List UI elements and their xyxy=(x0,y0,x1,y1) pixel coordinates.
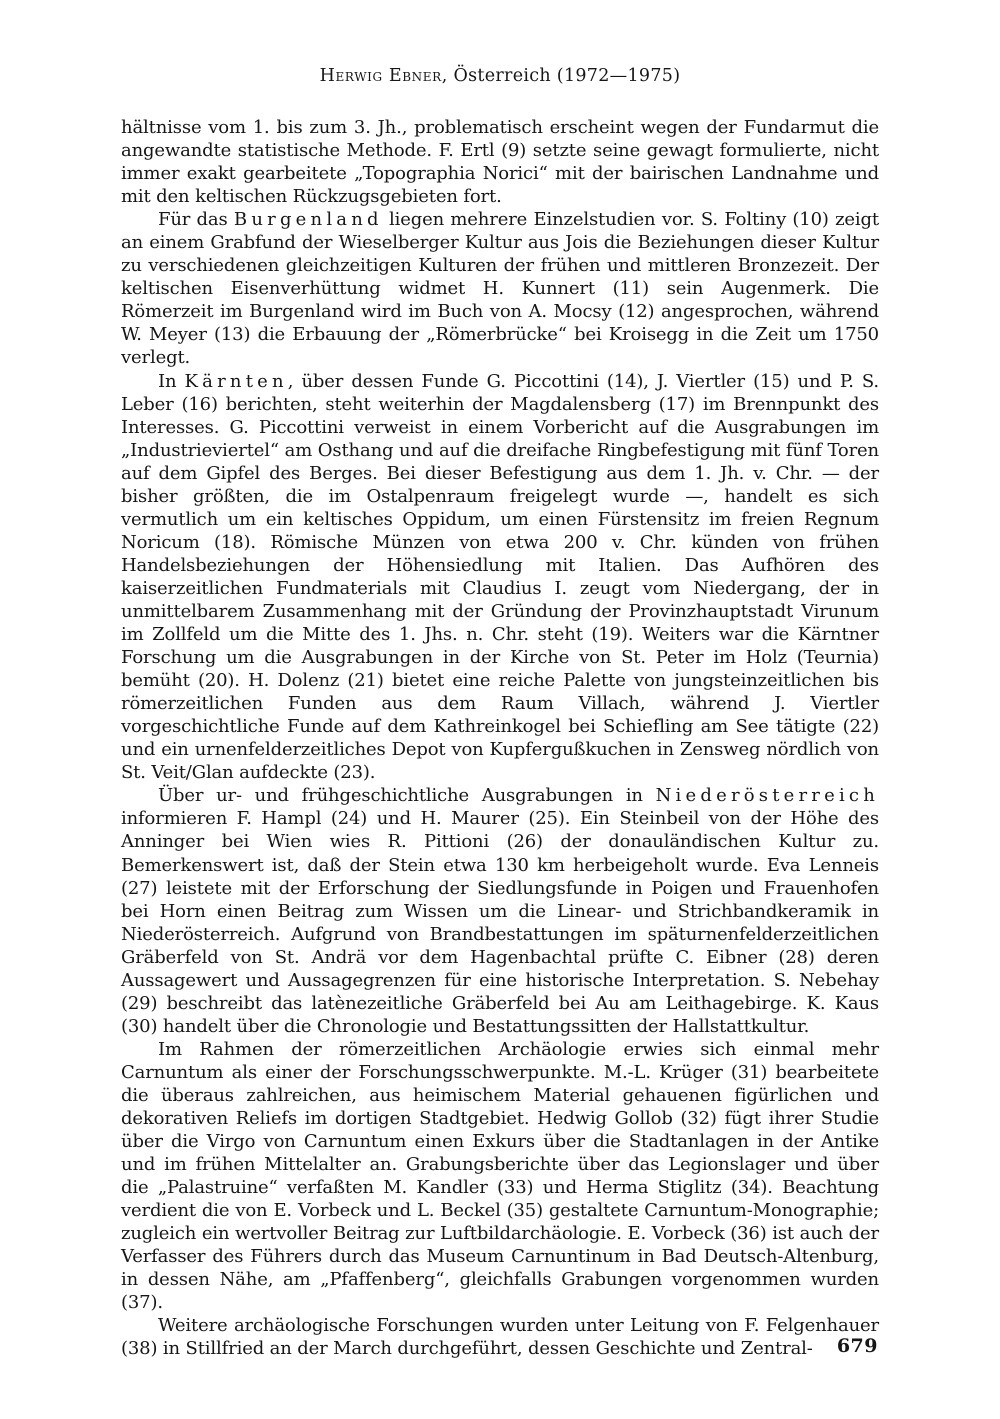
paragraph-text: Für das xyxy=(158,209,234,231)
paragraph-5 xyxy=(121,1038,879,1315)
header-rest: , Österreich (1972—1975) xyxy=(441,66,681,86)
body-text xyxy=(121,116,879,1361)
header-author: Herwig Ebner xyxy=(319,66,442,86)
spaced-term: Burgenland xyxy=(233,209,383,231)
paragraph-text: , über dessen Funde G. Piccottini (14), J. Viertler (15) und P. S. Leber (16) berichten, steht weiterhin der Magdalensberg (17) im Brennpunkt des Interesses. G. Piccottini verweist in einem Vorbericht auf die Ausgrabungen im „Industrieviertel“ am Osthang und auf die dreifache Ringbefestigung mit fünf Toren auf dem Gipfel des Berges. Bei dieser Befestigung aus dem 1. Jh. v. Chr. — der bisher größten, die im Ostalpenraum freigelegt wurde —, handelt es sich vermutlich um ein keltisches Oppidum, um einen Fürstensitz im freien Regnum Noricum (18). Römische Münzen von etwa 200 v. Chr. künden von frühen Handelsbeziehungen der Höhensiedlung mit Italien. Das Aufhören des kaiserzeitlichen Fundmaterials mit Claudius I. zeugt vom Niedergang, der in unmittelbarem Zusammenhang mit der Gründung der Provinzhauptstadt Virunum im Zollfeld um die Mitte des 1. Jhs. n. Chr. steht (19). Weiters war die Kärntner Forschung um die Ausgrabungen in der Kirche von St. Peter im Holz (Teurnia) bemüht (20). H. Dolenz (21) bietet eine reiche Palette von jungsteinzeitlichen bis römerzeitlichen Funden aus dem Raum Villach, während J. Viertler vorgeschichtliche Funde auf dem Kathreinkogel bei Schiefling am See tätigte (22) und ein urnenfelderzeitliches Depot von Kupfergußkuchen in Zensweg nördlich von St. Veit/Glan aufdeckte (23). xyxy=(121,370,880,784)
paragraph-3 xyxy=(121,370,879,785)
paragraph-1 xyxy=(121,116,879,208)
paragraph-text: Weitere archäologische Forschungen wurden unter Leitung von F. Felgenhauer (38) in Stillfried an der March durchgeführt, dessen Geschichte und Zentral- xyxy=(121,1315,879,1360)
paragraph-text: Im Rahmen der römerzeitlichen Archäologie erwies sich einmal mehr Carnuntum als einer der Forschungsschwerpunkte. M.-L. Krüger (31) bearbeitete die überaus zahlreichen, aus heimischem Material gehauenen figürlichen und dekorativen Reliefs im dortigen Stadtgebiet. Hedwig Gollob (32) fügt ihrer Studie über die Virgo von Carnuntum einen Exkurs über die Stadtanlagen in der Antike und im frühen Mittelalter an. Grabungsberichte über das Legionslager und über die „Palastruine“ verfaßten M. Kandler (33) und Herma Stiglitz (34). Beachtung verdient die von E. Vorbeck und L. Beckel (35) gestaltete Carnuntum-Monographie; zugleich ein wertvoller Beitrag zur Luftbildarchäologie. E. Vorbeck (36) ist auch der Verfasser des Führers durch das Museum Carnuntinum in Bad Deutsch-Altenburg, in dessen Nähe, am „Pfaffenberg“, gleichfalls Grabungen vorgenommen wurden (37). xyxy=(121,1038,879,1314)
spaced-term: Kärnten xyxy=(184,370,288,392)
paragraph-4 xyxy=(121,784,879,1038)
paragraph-text: liegen mehrere Einzelstudien vor. S. Foltiny (10) zeigt an einem Grabfund der Wieselberger Kultur aus Jois die Beziehungen dieser Kultur zu verschiedenen gleichzeitigen Kulturen der frühen und mittleren Bronzezeit. Der keltischen Eisenverhüttung widmet H. Kunnert (11) sein Augenmerk. Die Römerzeit im Burgenland wird im Buch von A. Mocsy (12) angesprochen, während W. Meyer (13) die Erbauung der „Römerbrücke“ bei Kroisegg in die Zeit um 1750 verlegt. xyxy=(121,209,879,369)
paragraph-text: informieren F. Hampl (24) und H. Maurer (25). Ein Steinbeil von der Höhe des Anninger bei Wien wies R. Pittioni (26) der donauländischen Kultur zu. Bemerkenswert ist, daß der Stein etwa 130 km herbeigeholt wurde. Eva Lenneis (27) leistete mit der Erforschung der Siedlungsfunde in Poigen und Frauenhofen bei Horn einen Beitrag zum Wissen um die Linear- und Strichbandkeramik in Niederösterreich. Aufgrund von Brandbestattungen im späturnenfelderzeitlichen Gräberfeld von St. Andrä vor dem Hagenbachtal prüfte C. Eibner (28) deren Aussagewert und Aussagegrenzen für eine historische Interpretation. S. Nebehay (29) beschreibt das latènezeitliche Gräberfeld bei Au am Leithagebirge. K. Kaus (30) handelt über die Chronologie und Bestattungssitten der Hallstattkultur. xyxy=(121,808,879,1037)
running-head xyxy=(0,66,1000,86)
spaced-term: Niederösterreich xyxy=(655,785,879,807)
paragraph-text: Über ur- und frühgeschichtliche Ausgrabungen in xyxy=(158,785,656,807)
paragraph-2 xyxy=(121,208,879,369)
paragraph-text: hältnisse vom 1. bis zum 3. Jh., problematisch erscheint wegen der Fundarmut die angewandte statistische Methode. F. Ertl (9) setzte seine gewagt formulierte, nicht immer exakt gearbeitete „Topographia Norici“ mit der bairischen Landnahme und mit den keltischen Rückzugsgebieten fort. xyxy=(121,117,879,208)
paragraph-6 xyxy=(121,1314,879,1360)
page-number: 679 xyxy=(836,1335,878,1357)
paragraph-text: In xyxy=(158,370,185,392)
